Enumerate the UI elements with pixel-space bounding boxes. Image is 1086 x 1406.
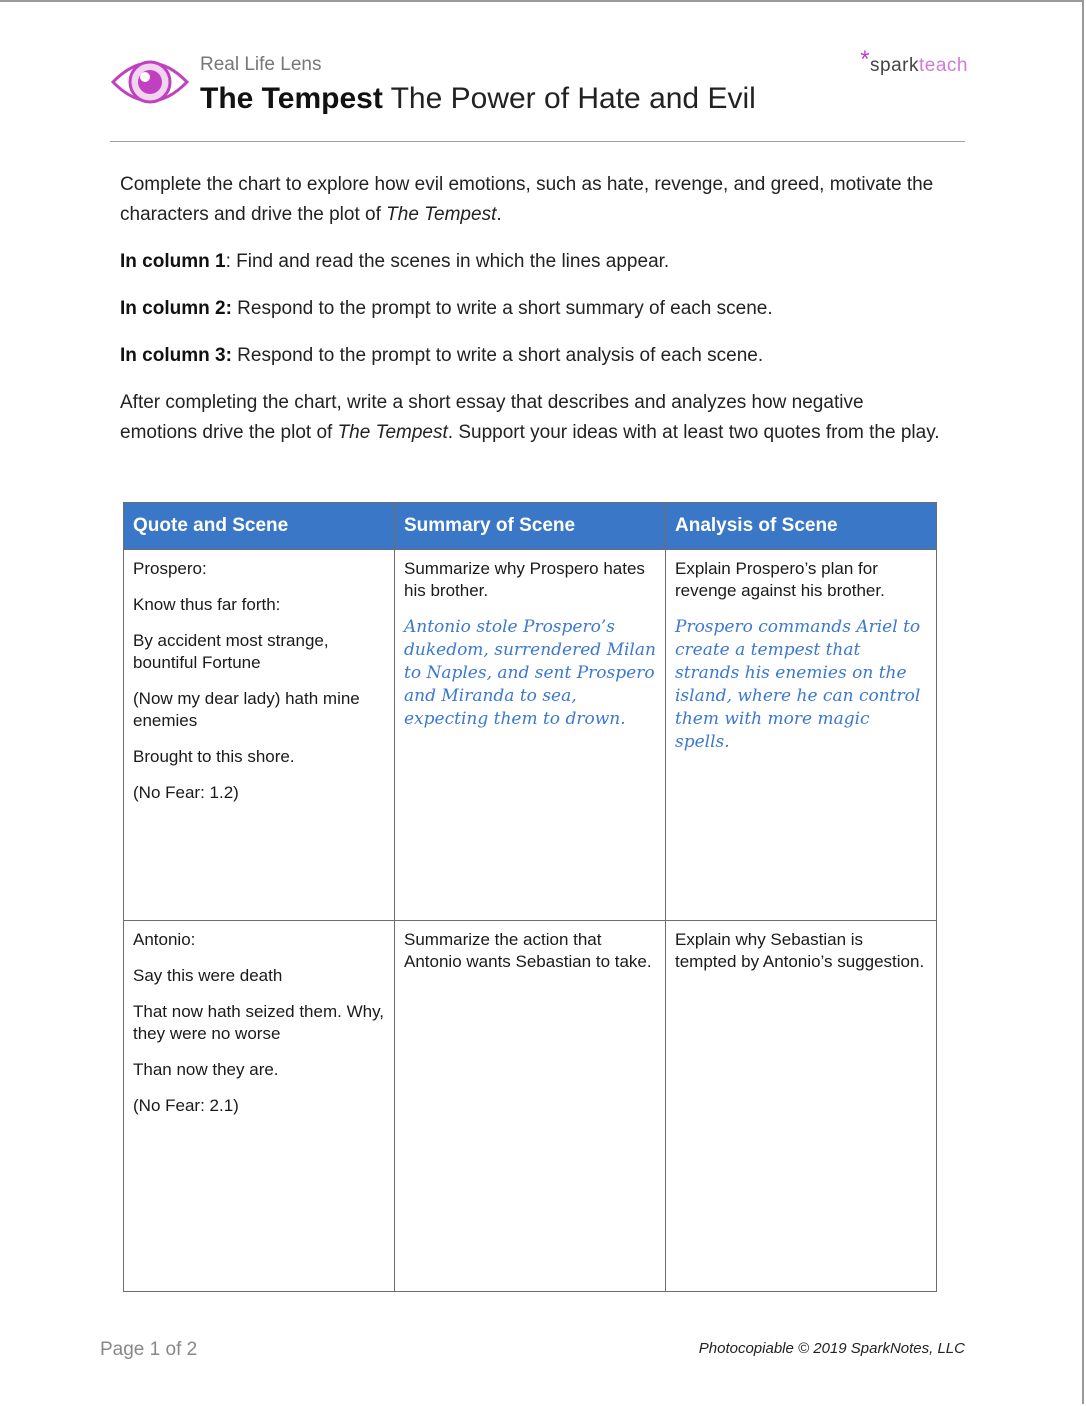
series-label: Real Life Lens [200, 54, 322, 75]
table-row [124, 550, 937, 921]
quote-cell: Prospero: Know thus far forth: By accident most strange, bountiful Fortune (Now my dear lady) hath mine enemies Brought to this shore. (No Fear: 1.2) [124, 550, 395, 921]
analysis-cell[interactable] [666, 550, 937, 921]
page-header [108, 46, 968, 120]
page-number: Page 1 of 2 [100, 1339, 198, 1360]
summary-cell[interactable] [395, 550, 666, 921]
column-header-summary: Summary of Scene [395, 503, 666, 550]
logo-star-icon: * [860, 46, 871, 73]
quote-cell: Antonio: Say this were death That now hath seized them. Why, they were no worse Than now they are. (No Fear: 2.1) [124, 921, 395, 1292]
chart-header-row [124, 503, 937, 550]
summary-cell[interactable] [395, 921, 666, 1292]
summary-answer[interactable]: Antonio stole Prospero’s dukedom, surrendered Milan to Naples, and sent Prospero and Miranda to sea, expecting them to drown. [404, 617, 656, 729]
analysis-cell[interactable] [666, 921, 937, 1292]
sparkteach-logo: *sparkteach [860, 46, 968, 76]
page-title [200, 82, 756, 116]
instruction-column-3: In column 3: Respond to the prompt to write a short analysis of each scene. [120, 345, 764, 366]
table-row [124, 921, 937, 1292]
instructions [120, 170, 940, 465]
analysis-prompt: Explain why Sebastian is tempted by Antonio’s suggestion. [675, 930, 925, 971]
instruction-overview: Complete the chart to explore how evil emotions, such as hate, revenge, and greed, motivate the characters and drive the plot of The Tempest. [120, 174, 934, 225]
copyright-notice: Photocopiable © 2019 SparkNotes, LLC [698, 1340, 965, 1357]
header-divider [110, 141, 965, 142]
column-header-analysis: Analysis of Scene [666, 503, 937, 550]
title-topic: The Power of Hate and Evil [382, 82, 756, 115]
instruction-essay: After completing the chart, write a short essay that describes and analyzes how negative emotions drive the plot of The Tempest. Support your ideas with at least two quotes from the play. [120, 392, 940, 443]
summary-prompt: Summarize the action that Antonio wants Sebastian to take. [404, 930, 652, 971]
column-header-quote: Quote and Scene [124, 503, 395, 550]
instruction-column-2: In column 2: Respond to the prompt to write a short summary of each scene. [120, 298, 773, 319]
eye-icon [110, 52, 190, 112]
analysis-answer[interactable]: Prospero commands Ariel to create a tempest that strands his enemies on the island, where he can control them with more magic spells. [675, 617, 921, 752]
summary-prompt: Summarize why Prospero hates his brother. [404, 559, 645, 600]
instruction-column-1: In column 1: Find and read the scenes in which the lines appear. [120, 251, 670, 272]
title-work: The Tempest [200, 82, 383, 115]
analysis-prompt: Explain Prospero’s plan for revenge against his brother. [675, 559, 885, 600]
analysis-chart [123, 502, 937, 1292]
